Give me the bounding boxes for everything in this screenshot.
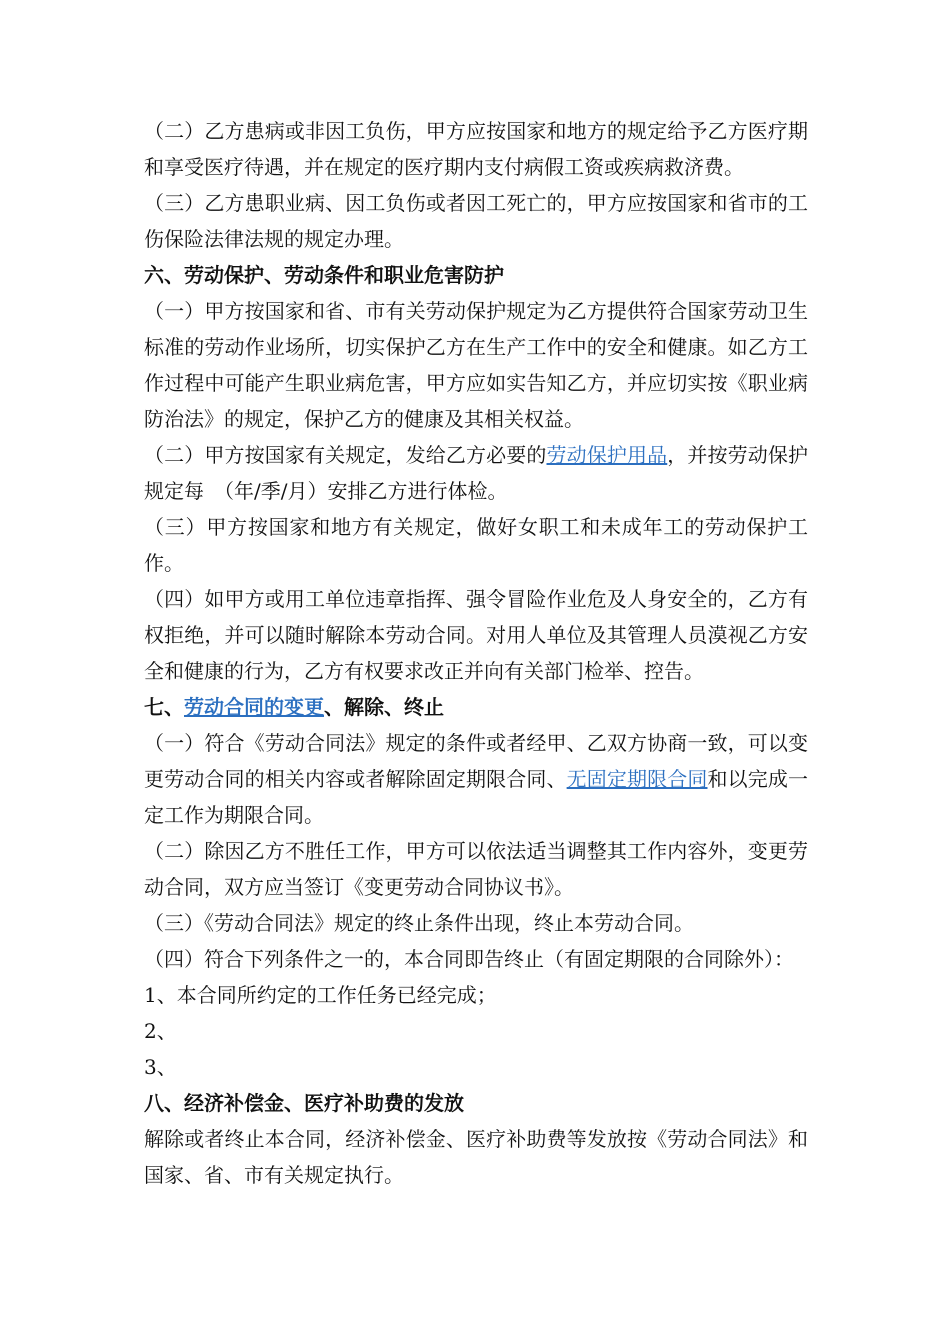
paragraph-contract-change-3: （三）《劳动合同法》规定的终止条件出现，终止本劳动合同。 — [144, 911, 694, 935]
paragraph-text: （一）符合《劳动合同法》规定的条件或者经甲、乙双方协商一致，可以变更劳动合同的相关内容或者解除固定期限合同、 — [144, 731, 808, 791]
paragraph-labor-protection-4: （四）如甲方或用工单位违章指挥、强令冒险作业危及人身安全的，乙方有权拒绝，并可以随时解除本劳动合同。对用人单位及其管理人员漠视乙方安全和健康的行为，乙方有权要求改正并向有关部门检举、控告。 — [144, 587, 808, 683]
paragraph-contract-change-4: （四）符合下列条件之一的，本合同即告终止（有固定期限的合同除外）： — [144, 947, 794, 971]
paragraph-labor-protection-2 — [144, 437, 808, 509]
section-heading-6: 六、劳动保护、劳动条件和职业危害防护 — [144, 263, 504, 287]
heading-text: 七、 — [144, 695, 184, 719]
paragraph-contract-change-2: （二）除因乙方不胜任工作，甲方可以依法适当调整其工作内容外，变更劳动合同，双方应当签订《变更劳动合同协议书》。 — [144, 839, 808, 899]
section-heading-8: 八、经济补偿金、医疗补助费的发放 — [144, 1091, 464, 1115]
list-item-2: 2、 — [144, 1019, 177, 1043]
paragraph-labor-protection-1: （一）甲方按国家和省、市有关劳动保护规定为乙方提供符合国家劳动卫生标准的劳动作业场所，切实保护乙方在生产工作中的安全和健康。如乙方工作过程中可能产生职业病危害，甲方应如实告知乙方，并应切实按《职业病防治法》的规定，保护乙方的健康及其相关权益。 — [144, 299, 808, 431]
heading-text: 、解除、终止 — [324, 695, 444, 719]
section-heading-7 — [144, 689, 808, 725]
paragraph-compensation: 解除或者终止本合同，经济补偿金、医疗补助费等发放按《劳动合同法》和国家、省、市有关规定执行。 — [144, 1127, 808, 1187]
paragraph-text: 和以完成一定工作为期限合同。 — [144, 767, 808, 827]
document-page — [144, 113, 808, 1193]
link-contract-change[interactable]: 劳动合同的变更 — [184, 695, 324, 719]
list-item-1: 1、本合同所约定的工作任务已经完成； — [144, 983, 497, 1007]
paragraph-work-injury: （三）乙方患职业病、因工负伤或者因工死亡的，甲方应按国家和省市的工伤保险法律法规的规定办理。 — [144, 191, 808, 251]
paragraph-contract-change-1 — [144, 725, 808, 833]
paragraph-text: ，并按劳动保护规定每 （年/季/月）安排乙方进行体检。 — [144, 443, 808, 503]
paragraph-text: （二）甲方按国家有关规定，发给乙方必要的 — [144, 443, 547, 467]
paragraph-sick-leave: （二）乙方患病或非因工负伤，甲方应按国家和地方的规定给予乙方医疗期和享受医疗待遇，并在规定的医疗期内支付病假工资或疾病救济费。 — [144, 119, 808, 179]
link-labor-protection-supplies[interactable]: 劳动保护用品 — [546, 443, 668, 467]
paragraph-labor-protection-3: （三）甲方按国家和地方有关规定，做好女职工和未成年工的劳动保护工作。 — [144, 515, 808, 575]
list-item-3: 3、 — [144, 1055, 177, 1079]
link-open-ended-contract[interactable]: 无固定期限合同 — [566, 767, 708, 791]
